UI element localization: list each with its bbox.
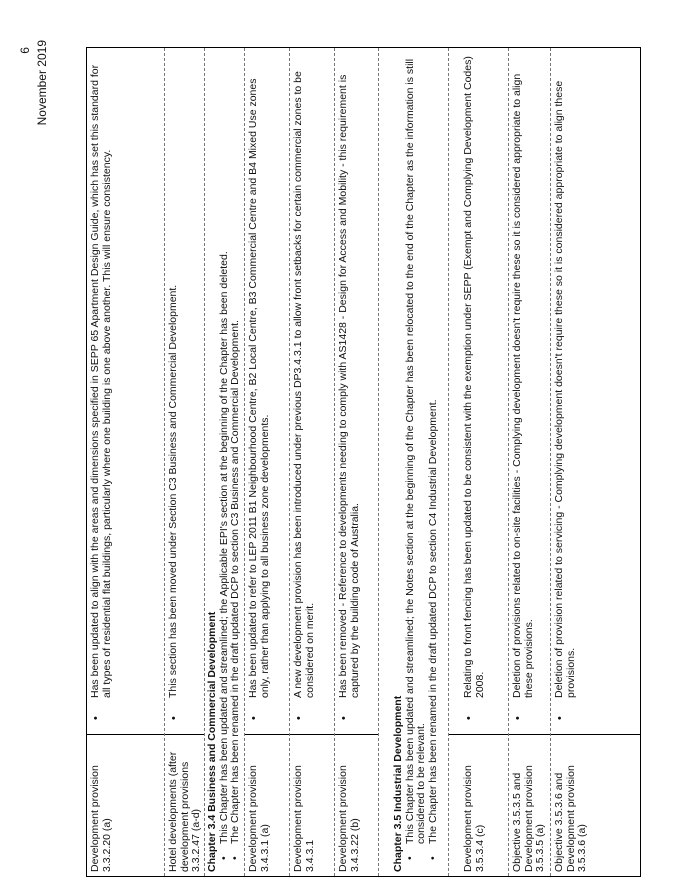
comment-cell xyxy=(165,48,204,734)
list-item: • This Chapter has been updated and streamlined; the Applicable EPI's section at the beginning of the Chapter has been deleted. xyxy=(217,251,230,860)
comment-text: Has been updated to align with the areas and dimensions specified in SEPP 65 Apartment Design Guide, which has set this standard for all types of residential flat buildings, particularly where one building is one above another. This will ensure consistency. xyxy=(89,64,113,698)
comment-cell xyxy=(245,48,289,734)
provision-cell: Development provision 3.4.3.1 xyxy=(290,734,334,876)
comment-text: Relating to front fencing has been updated to be consistent with the exemption under SEPP (Exempt and Complying Development Codes) 2008. xyxy=(462,56,486,698)
comment-cell xyxy=(509,48,550,734)
bullet-icon: • xyxy=(338,716,350,720)
comment-cell xyxy=(551,48,640,734)
provision-cell: Development provision 3.4.3.1 (a) xyxy=(245,734,289,876)
provision-cell: Hotel developments (after development provisions 3.3.2.47 (a-d) xyxy=(165,734,204,876)
chapter-section xyxy=(205,48,245,876)
provision-cell: Objective 3.5.3.6 and Development provision 3.5.3.6 (a) xyxy=(551,734,640,876)
comment-text: This section has been moved under Section C3 Business and Commercial Development. xyxy=(167,284,179,698)
bullet-icon: • xyxy=(229,856,241,860)
table-row xyxy=(335,48,379,876)
table-row xyxy=(245,48,290,876)
changes-table xyxy=(86,47,641,877)
bullet-icon: • xyxy=(403,856,416,860)
bullet-icon: • xyxy=(512,716,524,720)
chapter-bullets xyxy=(405,52,440,872)
list-item: • The Chapter has been renamed in the draft updated DCP to section C4 Industrial Development. xyxy=(426,399,439,860)
provision-cell: Development provision 3.5.3.4 (c) xyxy=(449,734,508,876)
table-row xyxy=(290,48,335,876)
table-row xyxy=(449,48,509,876)
bullet-icon: • xyxy=(463,716,475,720)
bullet-icon: • xyxy=(248,716,260,720)
bullet-icon: • xyxy=(217,856,230,860)
provision-cell: Development provision 3.4.3.22 (b) xyxy=(335,734,378,876)
comment-cell xyxy=(290,48,334,734)
bullet-icon: • xyxy=(293,716,305,720)
page-number: 6 xyxy=(18,47,32,54)
table-row xyxy=(87,48,165,876)
rotated-page xyxy=(14,0,675,890)
table-row xyxy=(551,48,640,876)
comment-text: Has been removed - Reference to developments needing to comply with AS1428 - Design for Access and Mobility - this requirement is captured by the building code of Australia. xyxy=(337,74,361,698)
bullet-icon: • xyxy=(426,856,439,860)
provision-cell: Development provision 3.3.2.20 (a) xyxy=(87,734,164,876)
comment-text: Has been updated to refer to LEP 2011 B1 Neighbourhood Centre, B2 Local Centre, B3 Commercial Centre and B4 Mixed Use zones only, rather than applying to all business zone developments. xyxy=(247,78,271,698)
bullet-icon: • xyxy=(90,716,102,720)
page-date: November 2019 xyxy=(35,40,49,126)
bullet-icon: • xyxy=(554,716,566,720)
comment-cell xyxy=(87,48,164,734)
chapter-section xyxy=(379,48,449,876)
comment-cell xyxy=(335,48,378,734)
bullet-icon: • xyxy=(168,716,180,720)
comment-text: Deletion of provisions related to on-site facilities - Complying development doesn't require these so it is considered appropriate to align these provisions. xyxy=(511,73,535,698)
chapter-title: Chapter 3.4 Business and Commercial Development xyxy=(206,611,218,872)
list-item: • The Chapter has been renamed in the draft updated DCP to section C3 Business and Commercial Development. xyxy=(229,320,241,860)
chapter-bullets xyxy=(219,52,242,872)
chapter-title: Chapter 3.5 Industrial Development xyxy=(392,695,404,872)
comment-text: A new development provision has been introduced under previous DP3.4.3.1 to allow front setbacks for certain commercial zones to be considered on merit. xyxy=(292,71,316,698)
comment-text: Deletion of provision related to servicing - Complying development doesn't require these so it is considered appropriate to align these provisions. xyxy=(553,80,577,698)
table-row xyxy=(509,48,551,876)
provision-cell: Objective 3.5.3.5 and Development provision 3.5.3.5 (a) xyxy=(509,734,550,876)
list-item: • This Chapter has been updated and streamlined; the Notes section at the beginning of the Chapter has been relocated to the end of the Chapter as the information is still considered to be relevant. xyxy=(403,58,427,860)
comment-cell xyxy=(449,48,508,734)
table-row xyxy=(165,48,205,876)
